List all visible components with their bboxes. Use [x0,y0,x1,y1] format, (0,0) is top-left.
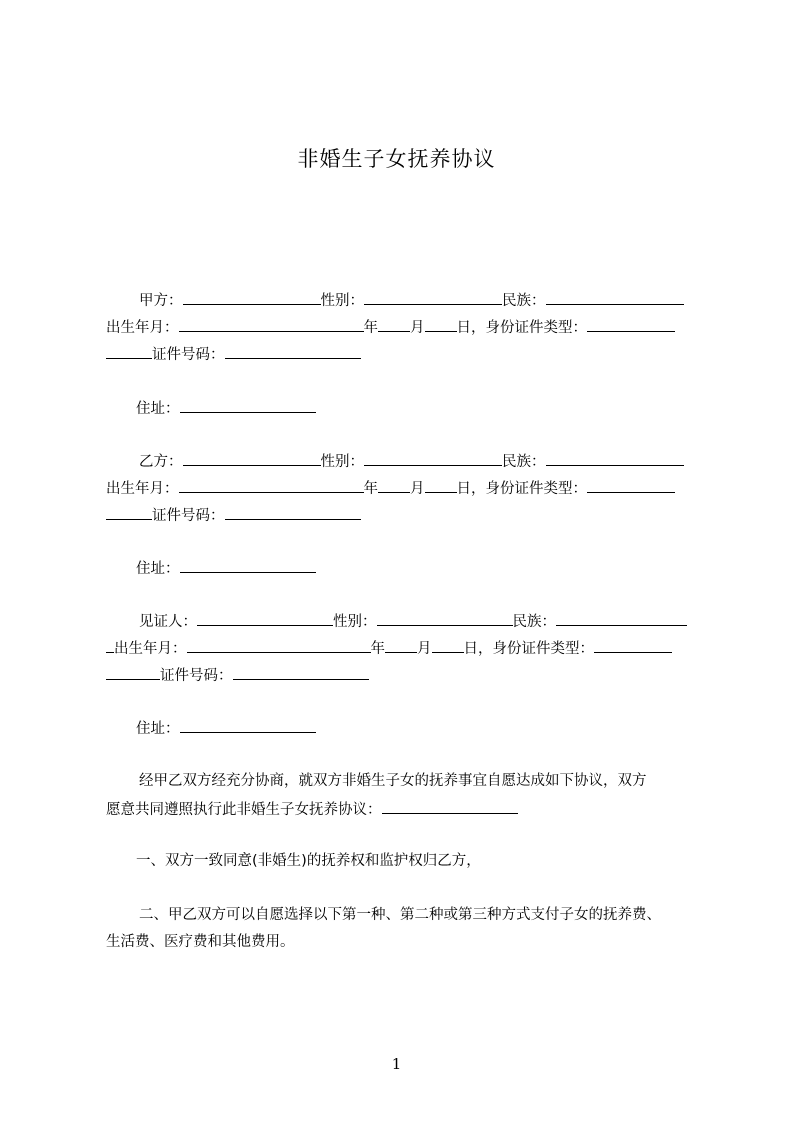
witness-gender-blank[interactable] [377,611,513,626]
witness-birth-blank[interactable] [187,638,371,653]
witness-address-blank[interactable] [180,718,316,733]
clause-2-line2: 生活费、医疗费和其他费用。 [106,934,295,950]
witness-label: 见证人： [139,614,197,630]
party-a-address-blank[interactable] [180,398,316,413]
party-b-ethnicity-blank[interactable] [546,451,684,466]
party-b-gender-blank[interactable] [364,451,502,466]
witness-gender-label: 性别： [333,614,377,630]
party-b-id-type-label: 日，身份证件类型： [456,481,587,497]
witness-id-type-blank[interactable] [594,638,672,653]
party-a-row4 [136,398,316,419]
party-b-row3 [106,505,361,526]
witness-row2-lead-blank [106,638,114,653]
party-b-row1 [139,451,684,472]
party-a-gender-blank[interactable] [364,290,502,305]
witness-id-number-blank[interactable] [233,665,369,680]
party-b-month-label: 月 [410,481,425,497]
party-a-id-number-label: 证件号码： [152,347,225,363]
party-b-name-blank[interactable] [183,451,321,466]
party-a-label: 甲方： [139,293,183,309]
witness-row2 [106,638,672,659]
party-a-id-number-blank[interactable] [225,344,361,359]
witness-id-number-label: 证件号码： [160,668,233,684]
witness-month-label: 月 [417,641,432,657]
clause-2-line1: 二、甲乙双方可以自愿选择以下第一种、第二种或第三种方式支付子女的抚养费、 [139,907,661,923]
party-b-day-blank[interactable] [425,478,457,493]
witness-day-blank[interactable] [432,638,464,653]
witness-id-type-label: 日，身份证件类型： [463,641,594,657]
witness-month-blank[interactable] [385,638,417,653]
party-b-label: 乙方： [139,454,183,470]
witness-row3 [106,665,369,686]
party-b-id-number-label: 证件号码： [152,508,225,524]
party-b-month-blank[interactable] [378,478,410,493]
party-a-month-blank[interactable] [378,317,410,332]
party-a-month-label: 月 [410,320,425,336]
witness-ethnicity-blank[interactable] [556,611,687,626]
witness-name-blank[interactable] [197,611,333,626]
party-b-birth-blank[interactable] [179,478,364,493]
party-a-address-label: 住址： [136,401,180,417]
intro-paragraph-text: 愿意共同遵照执行此非婚生子女抚养协议： [106,802,382,818]
party-a-gender-label: 性别： [320,293,364,309]
party-a-row2 [106,317,675,338]
intro-paragraph-line1: 经甲乙双方经充分协商，就双方非婚生子女的抚养事宜自愿达成如下协议，双方 [139,773,647,789]
party-b-address-label: 住址： [136,561,180,577]
party-a-row1 [139,290,684,311]
witness-ethnicity-label: 民族： [512,614,556,630]
party-a-name-blank[interactable] [183,290,321,305]
witness-id-type-blank-cont[interactable] [106,665,160,680]
intro-paragraph-line2 [106,799,518,820]
party-a-id-type-blank[interactable] [587,317,675,332]
party-a-ethnicity-blank[interactable] [546,290,684,305]
page-number: 1 [391,1055,402,1073]
party-a-id-type-label: 日，身份证件类型： [456,320,587,336]
witness-year-label: 年 [370,641,385,657]
party-a-birth-blank[interactable] [179,317,364,332]
clause-1: 一、双方一致同意(非婚生)的抚养权和监护权归乙方， [136,853,481,869]
page-title: 非婚生子女抚养协议 [297,147,496,171]
witness-row4 [136,718,316,739]
party-a-birth-label: 出生年月： [106,320,179,336]
party-a-day-blank[interactable] [425,317,457,332]
intro-blank[interactable] [382,799,518,814]
party-a-year-label: 年 [363,320,378,336]
witness-row1 [139,611,687,632]
party-b-birth-label: 出生年月： [106,481,179,497]
party-b-row4 [136,558,316,579]
party-b-gender-label: 性别： [320,454,364,470]
party-b-id-number-blank[interactable] [225,505,361,520]
party-b-id-type-blank-cont[interactable] [106,505,152,520]
party-b-id-type-blank[interactable] [587,478,675,493]
party-b-row2 [106,478,675,499]
party-a-id-type-blank-cont[interactable] [106,344,152,359]
witness-address-label: 住址： [136,721,180,737]
party-b-ethnicity-label: 民族： [502,454,546,470]
party-b-year-label: 年 [363,481,378,497]
party-b-address-blank[interactable] [180,558,316,573]
party-a-ethnicity-label: 民族： [502,293,546,309]
party-a-row3 [106,344,361,365]
witness-birth-label: 出生年月： [114,641,187,657]
